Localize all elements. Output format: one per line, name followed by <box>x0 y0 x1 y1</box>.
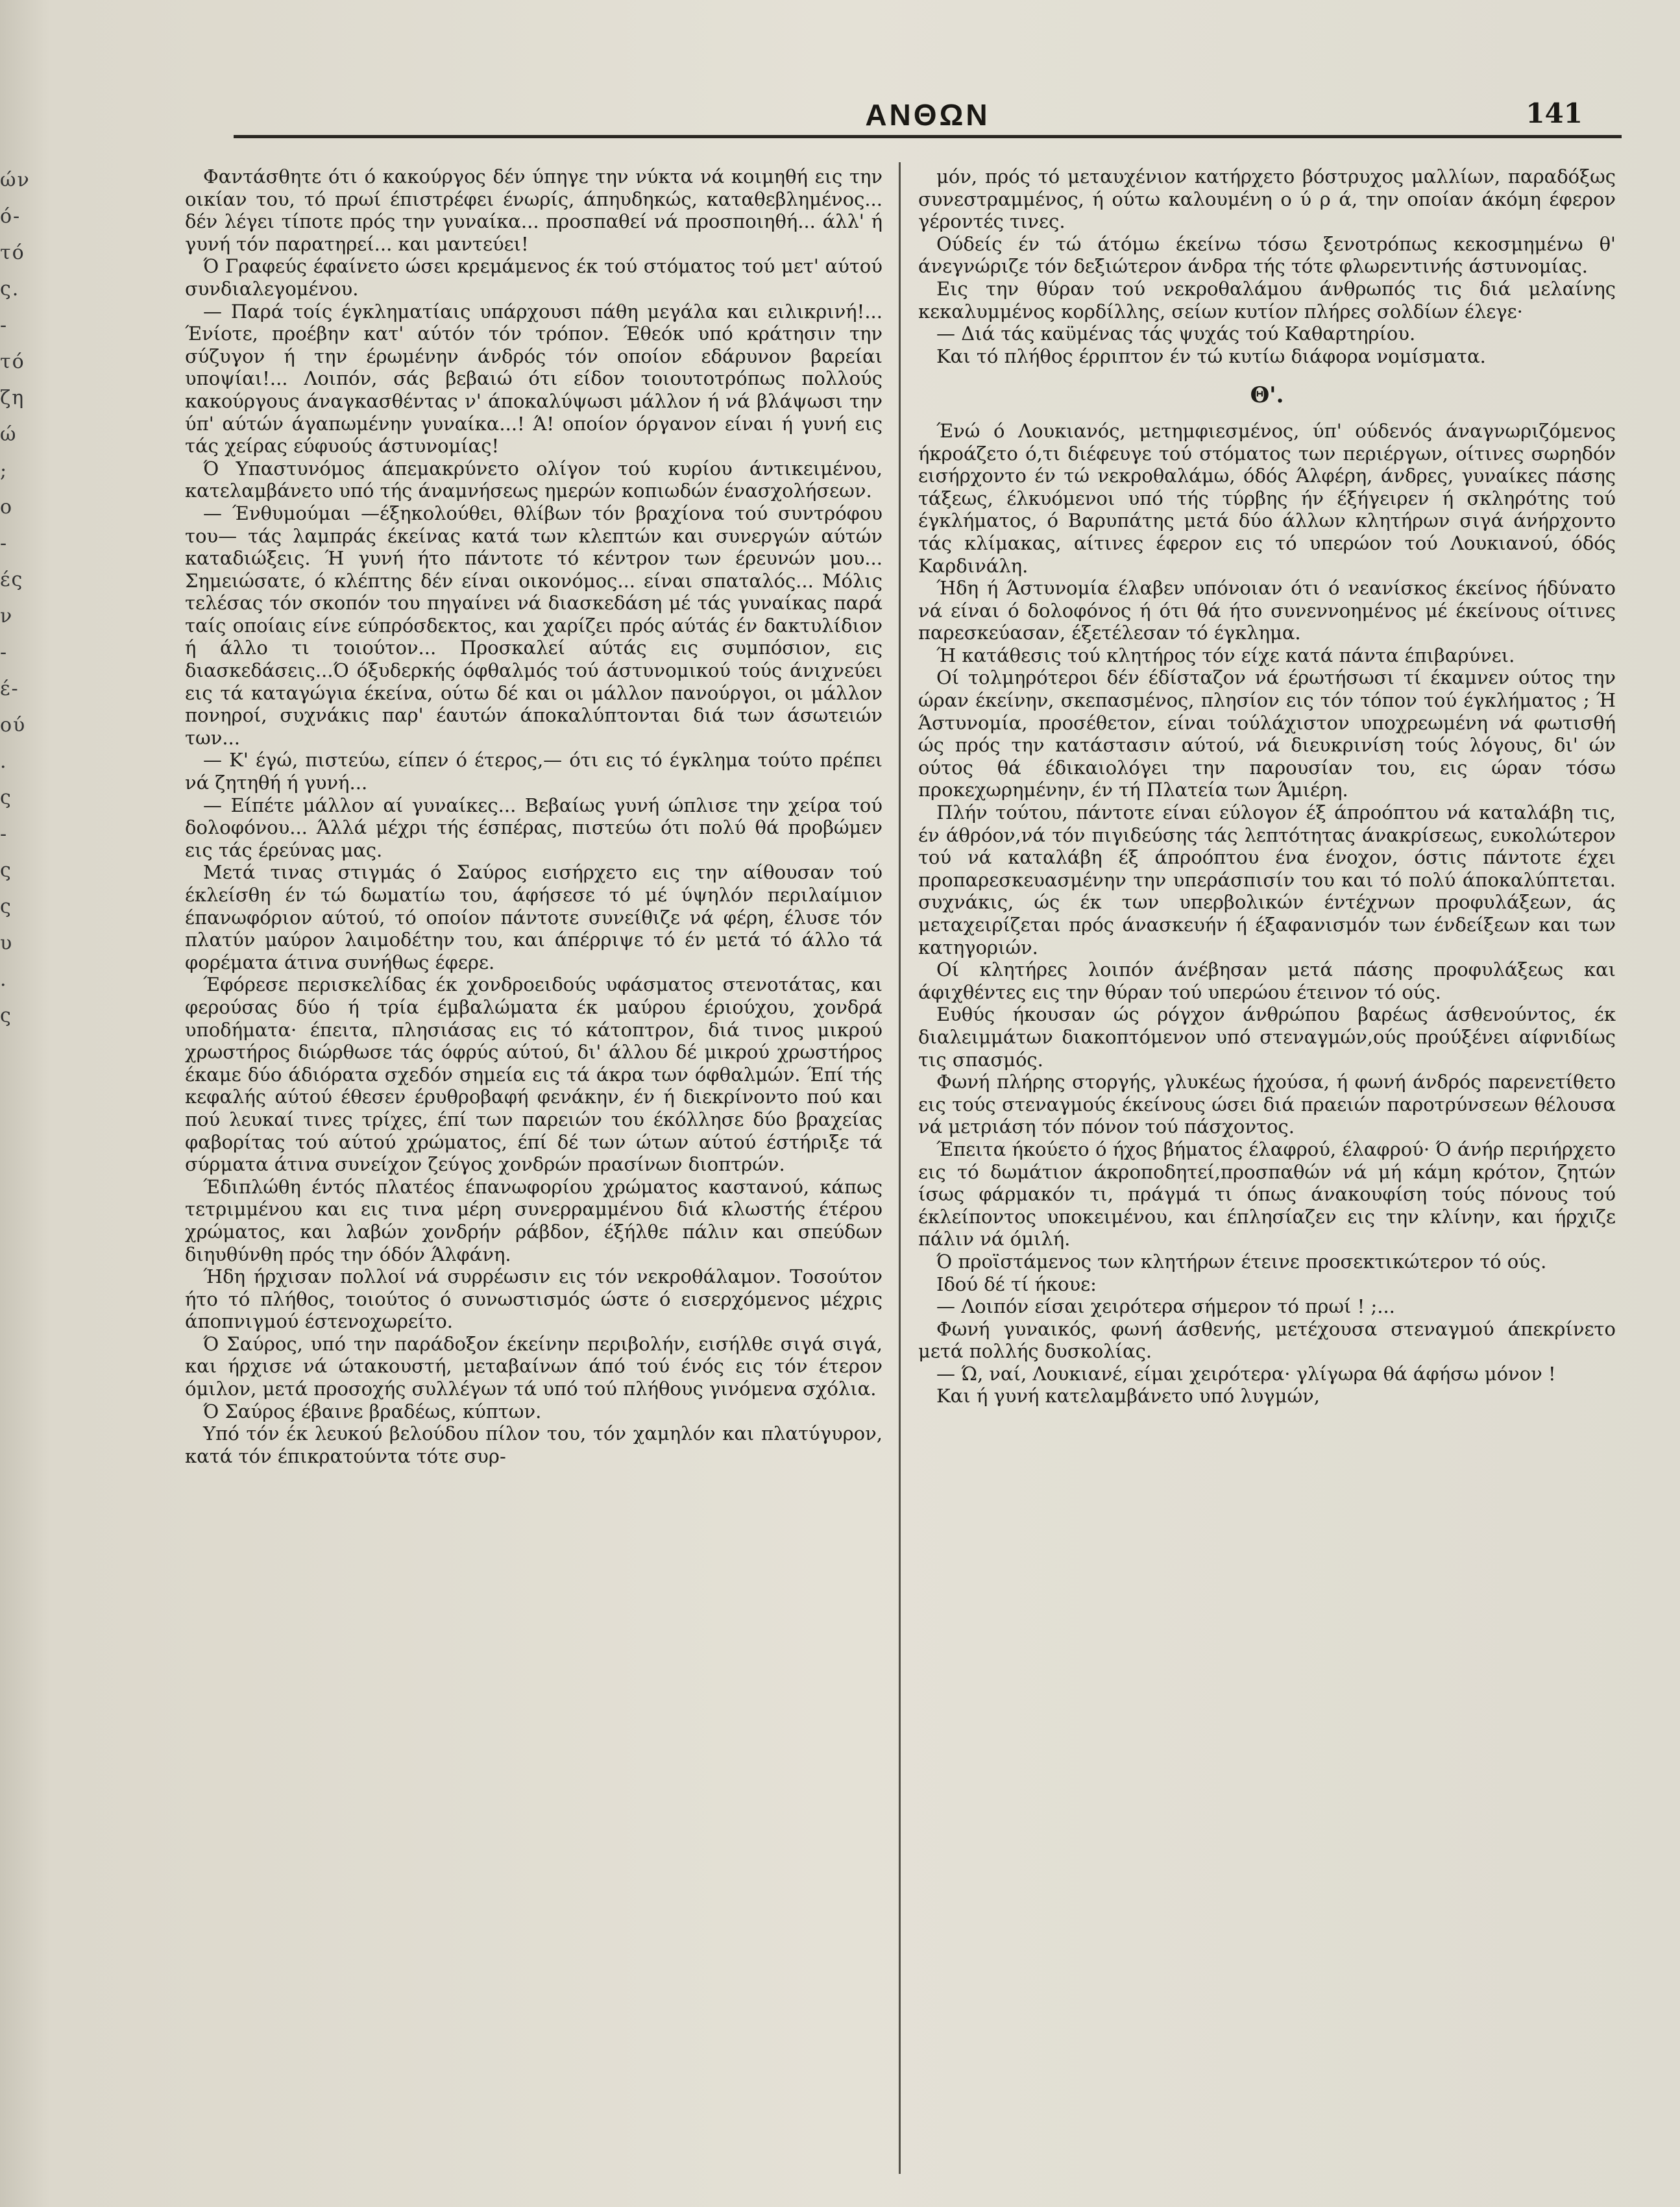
left-column <box>185 165 883 2171</box>
paragraph: Οί τολμηρότεροι δέν έδίσταζον νά έρωτήσωσι τί έκαμνεν ούτος την ώραν έκείνην, σκεπασμένος, πλησίον εις τόν τόπον τού έγκλήματος ; Ή Άστυνομία, προσέθετον, είναι τούλάχιστον υποχρεωμένη νά φωτισθή ώς πρός την κατάστασιν αύτού, νά διευκρινίση τούς λόγους, δι' ών ούτος θά έδικαιολόγει την παρουσίαν του, εις ώραν τόσω προκεχωρημένην, έν τή Πλατεία των Άμιέρη. <box>918 666 1616 801</box>
paragraph: Ό Υπαστυνόμος άπεμακρύνετο ολίγον τού κυρίου άντικειμένου, κατελαμβάνετο υπό τής άναμνήσεως ημερών κοπιωδών ένασχολήσεων. <box>185 457 883 502</box>
paragraph: μόν, πρός τό μεταυχένιον κατήρχετο βόστρυχος μαλλίων, παραδόξως συνεστραμμένος, ή ούτω καλουμένη ο ύ ρ ά, την οποίαν άκόμη έφερον γέροντές τινες. <box>918 165 1616 233</box>
paragraph: Φαντάσθητε ότι ό κακούργος δέν ύπηγε την νύκτα νά κοιμηθή εις την οικίαν του, τό πρωί έπιστρέφει ένωρίς, άπηυδηκώς, καταθεβλημένος... δέν λέγει τίποτε πρός την γυναίκα... προσπαθεί νά προσποιηθή... άλλ' ή γυνή τόν παρατηρεί... και μαντεύει! <box>185 165 883 255</box>
paragraph: Οί κλητήρες λοιπόν άνέβησαν μετά πάσης προφυλάξεως και άφιχθέντες εις την θύραν τού υπερώου έτεινον τό ούς. <box>918 958 1616 1003</box>
page-number: 141 <box>1526 97 1583 129</box>
column-divider <box>899 162 901 2174</box>
right-column <box>918 165 1616 2171</box>
paragraph: Ό προϊστάμενος των κλητήρων έτεινε προσεκτικώτερον τό ούς. <box>936 1250 1547 1273</box>
section-heading: Θ'. <box>1250 382 1284 409</box>
paragraph: Ούδείς έν τώ άτόμω έκείνω τόσω ξενοτρόπως κεκοσμημένω θ' άνεγνώριζε τόν δεξιώτερον άνδρα τής τότε φλωρεντινής άστυνομίας. <box>918 232 1616 278</box>
paragraph: Εις την θύραν τού νεκροθαλάμου άνθρωπός τις διά μελαίνης κεκαλυμμένος κορδίλλης, σείων κυτίον πλήρες σολδίων έλεγε· <box>918 277 1616 323</box>
paragraph: Μετά τινας στιγμάς ό Σαύρος εισήρχετο εις την αίθουσαν τού έκλείσθη έν τώ δωματίω του, άφήσεσε τό μέ ύψηλόν περιλαίμιον έπανωφόριον αύτού, τό οποίον πάντοτε συνείθιζε νά φέρη, έλυσε τόν πλατύν μαύρον λαιμοδέτην του, και άπέρριψε τό έν μετά τό άλλο τά φορέματα άτινα συνήθως έφερε. <box>185 861 883 973</box>
paragraph: Ήδη ή Άστυνομία έλαβεν υπόνοιαν ότι ό νεανίσκος έκείνος ήδύνατο νά είναι ό δολοφόνος ή ότι θά ήτο συνεννοημένος μέ έκείνους οίτινες παρεσκεύασαν, έξετέλεσαν τό έγκλημα. <box>918 577 1616 644</box>
paragraph: Ό Σαύρος, υπό την παράδοξον έκείνην περιβολήν, εισήλθε σιγά σιγά, και ήρχισε νά ώτακουστή, μεταβαίνων άπό τού ένός εις τόν έτερον όμιλον, μετά προσοχής συλλέγων τά υπό τού πλήθους γινόμενα σχόλια. <box>185 1332 883 1400</box>
paragraph: — Διά τάς καϋμένας τάς ψυχάς τού Καθαρτηρίου. <box>936 323 1416 345</box>
paragraph: Φωνή πλήρης στοργής, γλυκέως ήχούσα, ή φωνή άνδρός παρενετίθετο εις τούς στεναγμούς έκείνους ώσει διά πραειών παροτρύνσεων θέλουσα νά μετριάση τόν πόνον τού πάσχοντος. <box>918 1071 1616 1138</box>
paragraph: Ένώ ό Λουκιανός, μετημφιεσμένος, ύπ' ούδενός άναγνωριζόμενος ήκροάζετο ό,τι διέφευγε τού στόματος των περιέργων, οίτινες σωρηδόν εισήρχοντο έν τώ νεκροθαλάμω, όδός Άλφέρη, άνδρες, γυναίκες πάσης τάξεως, έλκυόμενοι υπό τής τύρβης ήν έξήγειρεν ή σκληρότης τού έγκλήματος, ό Βαρυπάτης μετά δύο άλλων κλητήρων σιγά άνήρχοντο τάς κλίμακας, αίτινες έφερον εις τό υπερώον τού Λουκιανού, όδός Καρδινάλη. <box>918 419 1616 577</box>
paragraph: — Κ' έγώ, πιστεύω, είπεν ό έτερος,— ότι εις τό έγκλημα τούτο πρέπει νά ζητηθή ή γυνή... <box>185 749 883 794</box>
page-title: ΑΝΘΩΝ <box>865 98 990 132</box>
header-rule <box>234 135 1622 138</box>
paragraph: Ήδη ήρχισαν πολλοί νά συρρέωσιν εις τόν νεκροθάλαμον. Τοσούτον ήτο τό πλήθος, τοιούτος ό συνωστισμός ώστε ό εισερχόμενος μέχρις άποπνιγμού έστενοχωρείτο. <box>185 1265 883 1333</box>
paragraph: — Ώ, ναί, Λουκιανέ, είμαι χειρότερα· γλίγωρα θά άφήσω μόνον ! <box>936 1362 1556 1385</box>
paragraph: — Ένθυμούμαι —έξηκολούθει, θλίβων τόν βραχίονα τού συντρόφου του— τάς λαμπράς έκείνας κατά των κλεπτών και συνεργών αύτών καταδιώξεις. Ή γυνή ήτο πάντοτε τό κέντρον των έρευνών μου... Σημειώσατε, ό κλέπτης δέν είναι οικονόμος... είναι σπαταλός... Μόλις τελέσας τόν σκοπόν του πηγαίνει νά διασκεδάση μέ τάς γυναίκας παρά ταίς οποίαις είνε εύπρόσδεκτος, και χαρίζει πρός αύτάς έν δακτυλίδιον ή άλλο τι τοιούτον... Προσκαλεί αύτάς εις συμπόσιον, εις διασκεδάσεις...Ό όξυδερκής όφθαλμός τού άστυνομικού τούς άνιχνεύει εις τά καταγώγια έκείνα, ούτω δέ και οι μάλλον πανούργοι, οι μάλλον πονηροί, συχνάκις παρ' έαυτών άποκαλύπτονται διά των άσωτειών των... <box>185 502 883 749</box>
paragraph: Ιδού δέ τί ήκουε: <box>936 1273 1097 1295</box>
paragraph: Υπό τόν έκ λευκού βελούδου πίλον του, τόν χαμηλόν και πλατύγυρον, κατά τόν έπικρατούντα τότε συρ- <box>185 1422 883 1467</box>
paragraph: Ό Γραφεύς έφαίνετο ώσει κρεμάμενος έκ τού στόματος τού μετ' αύτού συνδιαλεγομένου. <box>185 255 883 300</box>
paragraph: — Λοιπόν είσαι χειρότερα σήμερον τό πρωί ! ;... <box>936 1295 1395 1318</box>
paragraph: Ευθύς ήκουσαν ώς ρόγχον άνθρώπου βαρέως άσθενούντος, έκ διαλειμμάτων διακοπτόμενον υπό στεναγμών,ούς προύξένει αίφνιδίως τις σπασμός. <box>918 1003 1616 1071</box>
page-header <box>234 97 1622 136</box>
left-margin-fragments: ών ό- τό ς. - τό ζη ώ ; ο - ές ν - έ- ού . ς - ς ς υ . ς <box>0 169 30 1027</box>
paragraph: Πλήν τούτου, πάντοτε είναι εύλογον έξ άπροόπτου νά καταλάβη τις, έν άθρόον,νά τόν πιγιδεύσης τάς λεπτότητας άνακρίσεως, ευκολώτερον τού νά καταλάβη έξ άπροόπτου ένα ένοχον, όστις πάντοτε έχει προπαρεσκευασμένην την υπεράσπισίν του και τό πολύ άποκαλύπτεται. συχνάκις, ώς έκ των υπερβολικών έντέχνων προφυλάξεων, άς μεταχειρίζεται πρός άνασκευήν ή έξαφανισμόν των ένδείξεων και των κατηγοριών. <box>918 801 1616 958</box>
paragraph: Και τό πλήθος έρριπτον έν τώ κυτίω διάφορα νομίσματα. <box>936 345 1486 367</box>
paragraph: Φωνή γυναικός, φωνή άσθενής, μετέχουσα στεναγμού άπεκρίνετο μετά πολλής δυσκολίας. <box>918 1317 1616 1363</box>
paragraph: Ή κατάθεσις τού κλητήρος τόν είχε κατά πάντα έπιβαρύνει. <box>936 644 1515 666</box>
paragraph: — Είπέτε μάλλον αί γυναίκες... Βεβαίως γυνή ώπλισε την χείρα τού δολοφόνου... Άλλά μέχρι τής έσπέρας, πιστεύω ότι πολύ θά προβώμεν εις τάς έρεύνας μας. <box>185 794 883 861</box>
paragraph: Ό Σαύρος έβαινε βραδέως, κύπτων. <box>203 1400 542 1422</box>
paragraph: Έφόρεσε περισκελίδας έκ χονδροειδούς υφάσματος στενοτάτας, και φερούσας δύο ή τρία έμβαλώματα έκ μαύρου έριούχου, χονδρά υποδήματα· έπειτα, πλησιάσας εις τό κάτοπτρον, διά τινος μικρού χρωστήρος διώρθωσε τάς όφρύς αύτού, δι' άλλου δέ μικρού χρωστήρος έκαμε δύο άδιόρατα σχεδόν σημεία εις τά άκρα των όφθαλμών. Έπί τής κεφαλής αύτού έθεσεν έρυθροβαφή φενάκην, έν ή διεκρίνοντο πού και πού λευκαί τινες τρίχες, έπί των παρειών του έκόλλησε δύο βραχείας φαβορίτας τού αύτού χρώματος, έπί δέ των ώτων αύτού έστήριξε τά σύρματα άτινα συνείχον ζεύγος χονδρών πρασίνων διοπτρών. <box>185 973 883 1176</box>
paragraph: — Παρά τοίς έγκληματίαις υπάρχουσι πάθη μεγάλα και ειλικρινή!... Ένίοτε, προέβην κατ' αύτόν τόν τρόπον. Έθεόκ υπό κράτησιν την σύζυγον ή την έρωμένην άνδρός τόν οποίον εδάρυνον βαρείαι υποψίαι!... Λοιπόν, σάς βεβαιώ ότι είδον τοιουτοτρόπως πολλούς κακούργους άναγκασθέντας ν' άποκαλύψωσι μάλλον ή νά βλάψωσι την ύπ' αύτών άγαπωμένην γυναίκα...! Ά! οποίον όργανον είναι ή γυνή εις τάς χείρας εύφυούς άστυνομίας! <box>185 300 883 457</box>
paragraph: Έδιπλώθη έντός πλατέος έπανωφορίου χρώματος καστανού, κάπως τετριμμένου και εις τινα μέρη συνερραμμένου διά κλωστής έτέρου χρώματος, και λαβών χονδρήν ράβδον, έξήλθε πάλιν και σπεύδων διηυθύνθη πρός την όδόν Άλφάνη. <box>185 1175 883 1265</box>
paragraph: Και ή γυνή κατελαμβάνετο υπό λυγμών, <box>936 1385 1320 1408</box>
paragraph: Έπειτα ήκούετο ό ήχος βήματος έλαφρού, έλαφρού· Ό άνήρ περιήρχετο εις τό δωμάτιον άκροποδητεί,προσπαθών νά μή κάμη κρότον, ζητών ίσως φάρμακόν τι, πράγμά τι όπως άνακουφίση τούς πόνους τού έκλείποντος υποκειμένου, και έπλησίαζεν εις την κλίνην, και ήρχιζε πάλιν νά όμιλή. <box>918 1138 1616 1250</box>
